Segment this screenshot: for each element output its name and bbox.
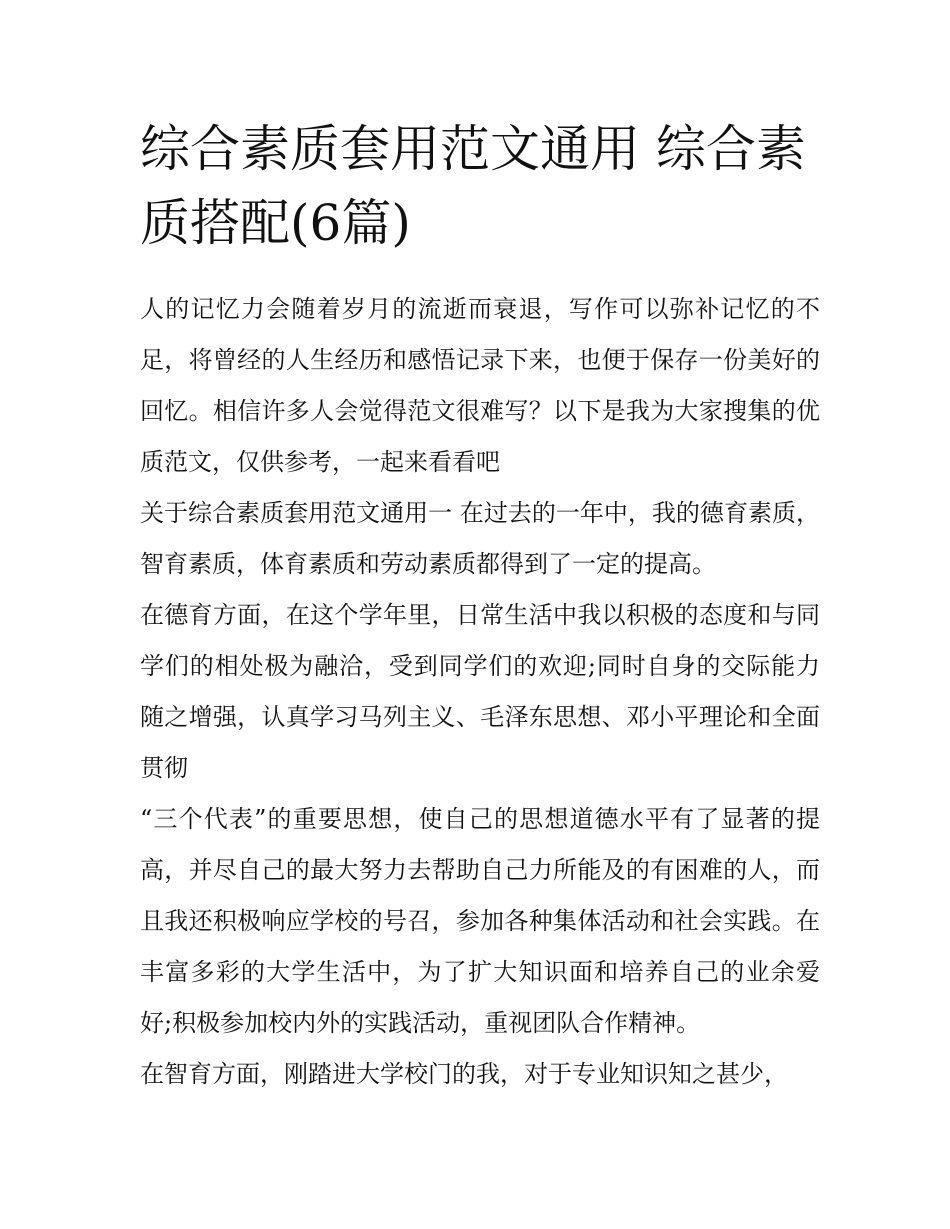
- paragraph-three-represents: “三个代表”的重要思想，使自己的思想道德水平有了显著的提高，并尽自己的最大努力去帮助自己力所能及的有困难的人，而且我还积极响应学校的号召，参加各种集体活动和社会实践。在丰富多彩的大学生活中，为了扩大知识面和培养自己的业余爱好;积极参加校内外的实践活动，重视团队合作精神。: [140, 805, 820, 1037]
- paragraph-section-one: 关于综合素质套用范文通用一 在过去的一年中，我的德育素质，智育素质，体育素质和劳动素质都得到了一定的提高。: [140, 499, 820, 578]
- paragraph-intellectual-education: 在智育方面，刚踏进大学校门的我，对于专业知识知之甚少，: [140, 1060, 788, 1088]
- document-title: 综合素质套用范文通用 综合素质搭配(6篇): [140, 120, 806, 252]
- document-page: [140, 112, 820, 1100]
- paragraph-moral-education: 在德育方面，在这个学年里，日常生活中我以积极的态度和与同学们的相处极为融洽，受到同学们的欢迎;同时自身的交际能力随之增强，认真学习马列主义、毛泽东思想、邓小平理论和全面贯彻: [140, 601, 820, 782]
- paragraph-intro: 人的记忆力会随着岁月的流逝而衰退，写作可以弥补记忆的不足，将曾经的人生经历和感悟记录下来，也便于保存一份美好的回忆。相信许多人会觉得范文很难写？以下是我为大家搜集的优质范文，仅供参考，一起来看看吧: [140, 295, 820, 476]
